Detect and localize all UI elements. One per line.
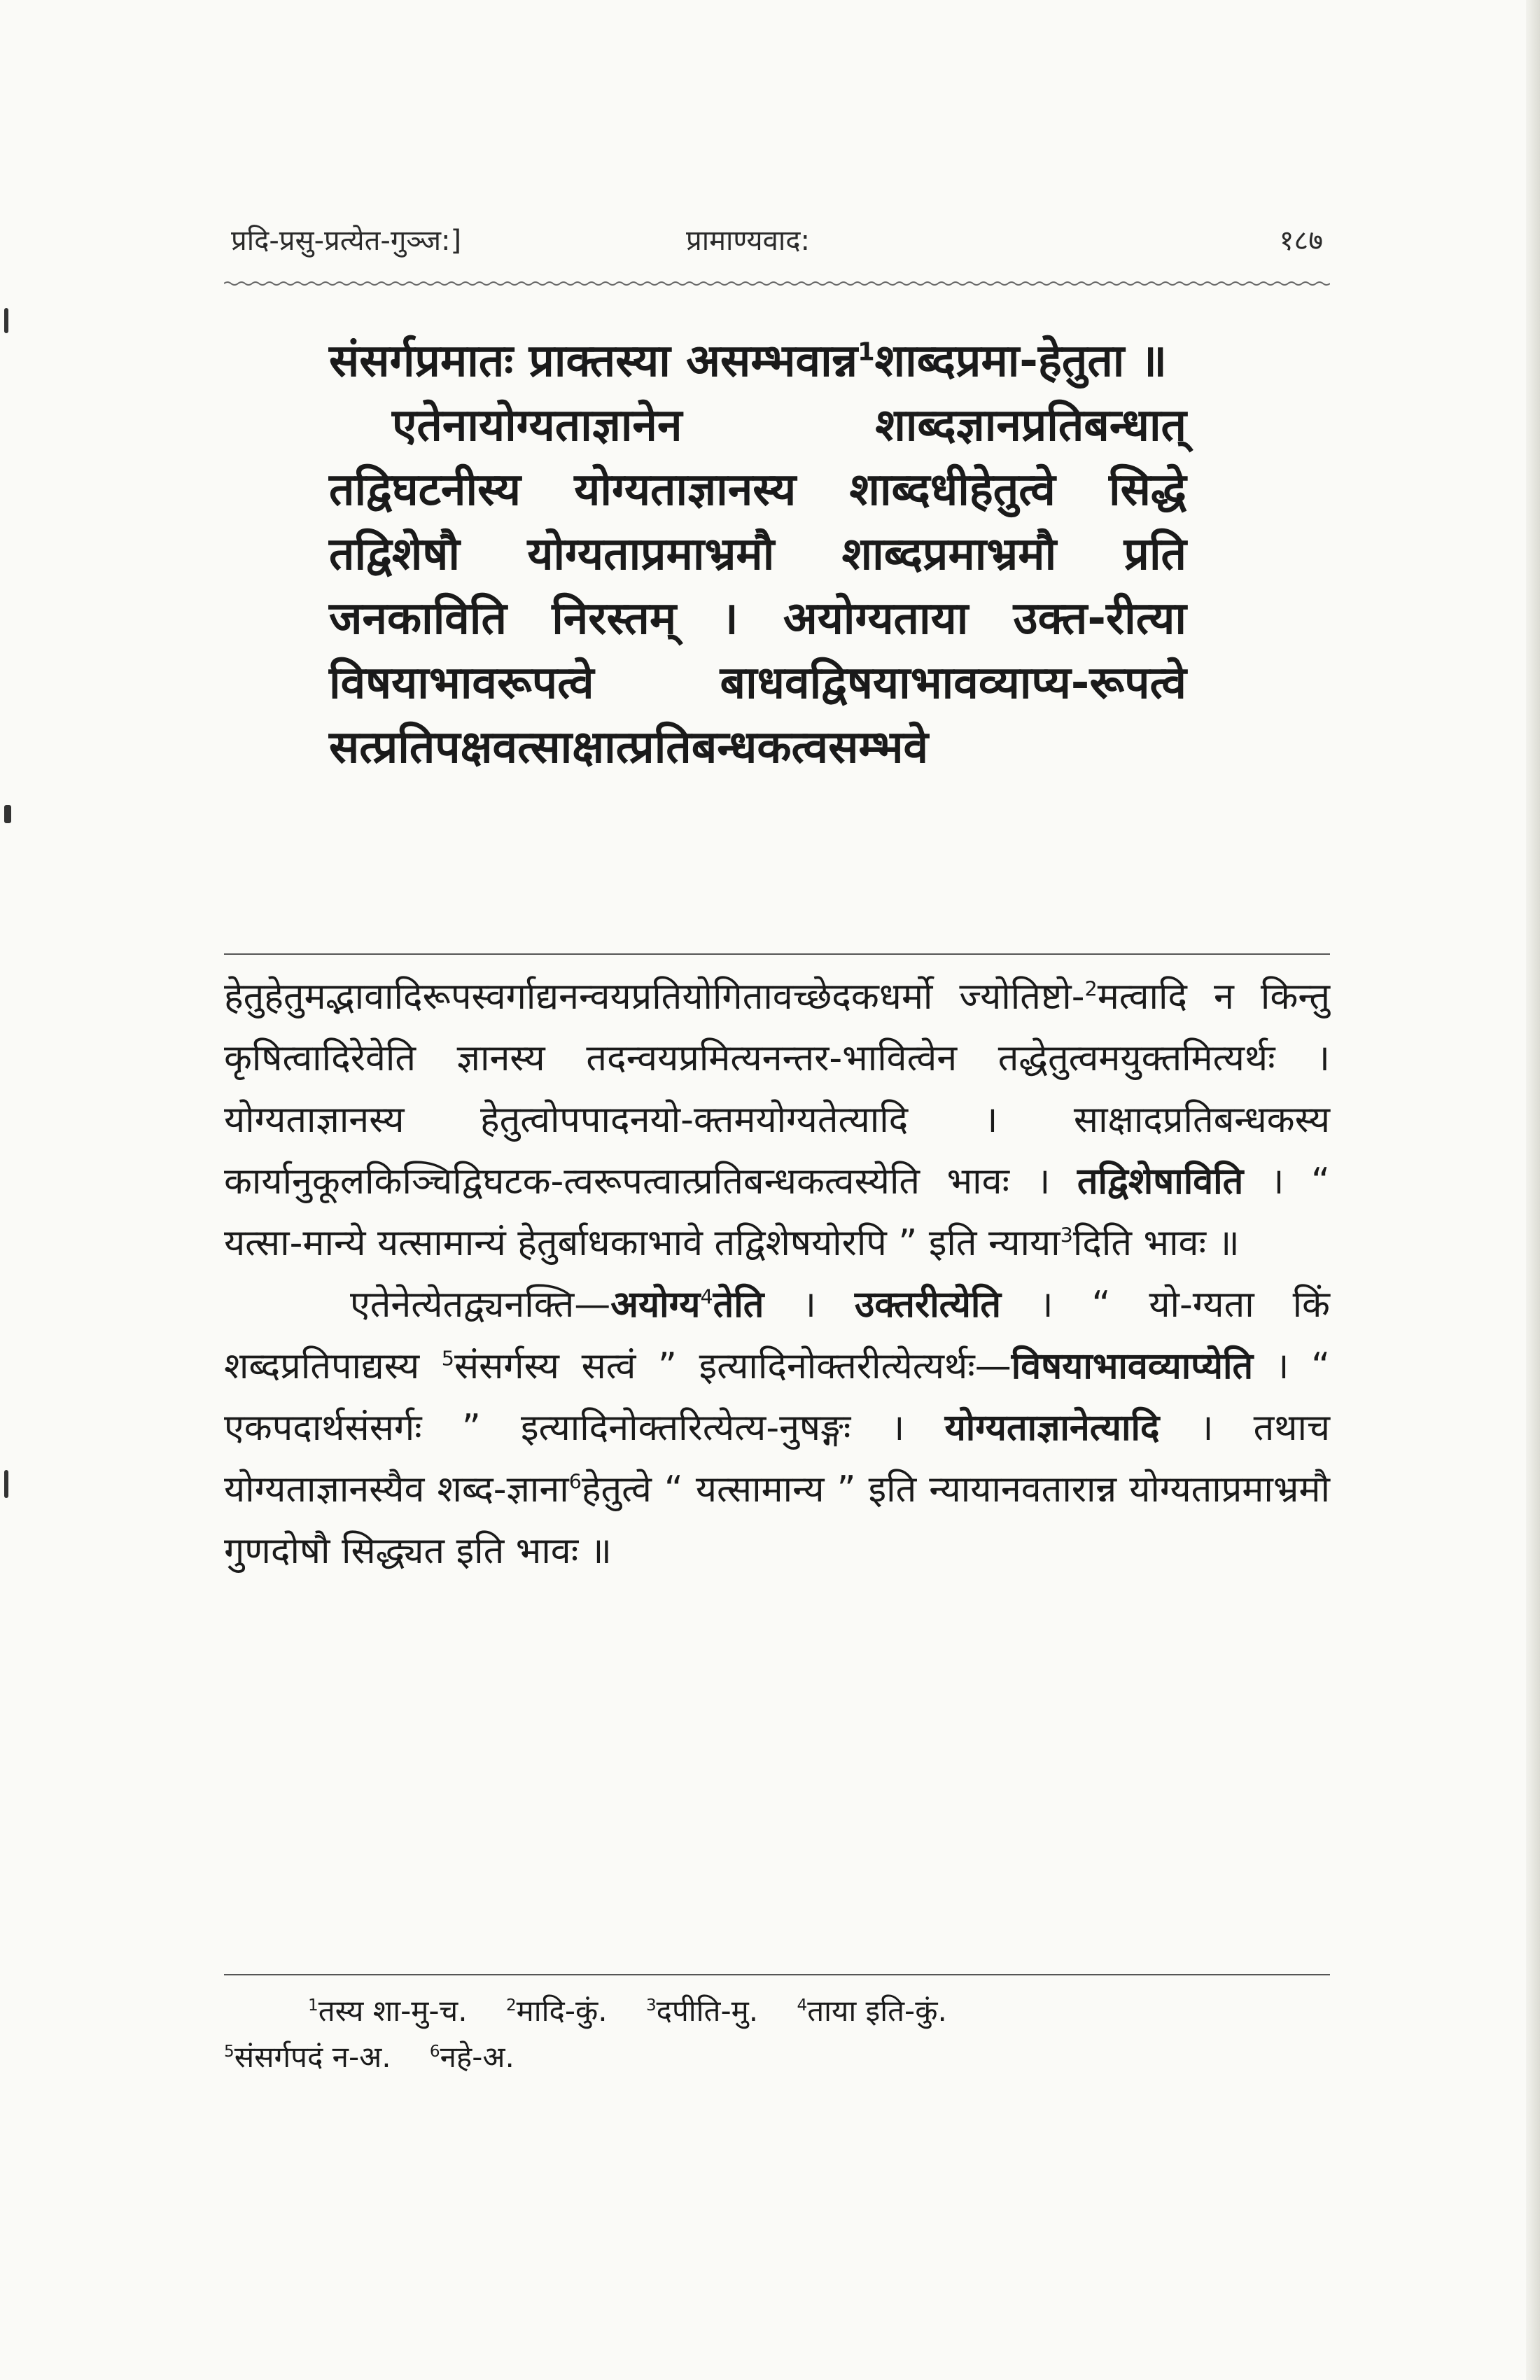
footnote: $^2$मादि-कुं. [505,1994,608,2028]
main-verse: संसर्गप्रमातः प्राक्तस्या असम्भवान्न$^1$शाब्दप्रमा-हेतुता ॥ [329,335,1167,387]
scan-mark [4,805,11,823]
scan-mark [4,1470,8,1498]
footnote: $^6$नहे-अ. [429,2040,514,2074]
main-text [329,329,1186,780]
footnote-divider [224,1974,1330,1975]
footnote-row [224,1988,1330,2034]
commentary-paragraph: हेतुहेतुमद्भावादिरूपस्वर्गाद्यनन्वयप्रतियोगितावच्छेदकधर्मो ज्योतिष्टो-$^2$मत्वादि न किन्तु कृषित्वादिरेवेति ज्ञानस्य तदन्वयप्रमित्यनन्तर-भावित्वेन तद्धेतुत्वमयुक्तमित्यर्थः । योग्यताज्ञानस्य हेतुत्वोपपादनयो-क्तमयोग्यतेत्यादि । साक्षादप्रतिबन्धकस्य कार्यानुकूलकिञ्चिद्विघटक-त्वरूपत्वात्प्रतिबन्धकत्वस्येति भावः । तद्विशेषाविति । “ यत्सा-मान्ये यत्सामान्यं हेतुर्बाधकाभावे तद्विशेषयोरपि ” इति न्याया$^3$दिति भावः ॥ [224,976,1330,1264]
header-wavy-rule [224,280,1330,287]
header-chapter-title: प्रामाण्यवाद: [686,225,810,257]
commentary-paragraph: एतेनेत्येतद्व्यनक्ति—अयोग्य$^4$तेति । उक्तरीत्येति । “ यो-ग्यता किं शब्दप्रतिपाद्यस्य $^5$संसर्गस्य सत्वं ” इत्यादिनोक्तरीत्येत्यर्थः—विषयाभावव्याप्येति । “ एकपदार्थसंसर्गः ” इत्यादिनोक्तरित्येत्य-नुषङ्गः । योग्यताज्ञानेत्यादि । तथाच योग्यताज्ञानस्यैव शब्द-ज्ञाना$^6$हेतुत्वे “ यत्सामान्य ” इति न्यायानवतारान्न योग्यताप्रमाभ्रमौ गुणदोषौ सिद्ध्यत इति भावः ॥ [224,1284,1331,1572]
page-edge [1526,0,1540,2380]
main-paragraph: एतेनायोग्यताज्ञानेन शाब्दज्ञानप्रतिबन्धात् तद्विघटनीस्य योग्यताज्ञानस्य शाब्दधीहेतुत्वे सिद्धे तद्विशेषौ योग्यताप्रमाभ्रमौ शाब्दप्रमाभ्रमौ प्रति जनकाविति निरस्तम् । अयोग्यताया उक्त-रीत्या विषयाभावरूपत्वे बाधवद्विषयाभावव्याप्य-रूपत्वे सत्प्रतिपक्षवत्साक्षात्प्रतिबन्धकत्वसम्भवे [329,400,1186,774]
footnote-row [224,2034,1330,2080]
commentary [224,966,1330,1582]
commentary-divider [224,953,1330,955]
page-number: १८७ [1279,225,1323,257]
footnote: $^5$संसर्गपदं न-अ. [224,2040,391,2074]
footnotes [224,1988,1330,2080]
header-section-title: प्रदि-प्रसु-प्रत्येत-गुञ्ज:] [231,225,462,257]
scan-mark [4,308,8,333]
footnote: $^3$दपीति-मु. [645,1994,759,2028]
footnote: $^1$तस्य शा-मु-च. [308,1994,468,2028]
footnote: $^4$ताया इति-कुं. [797,1994,947,2028]
running-header [224,210,1330,266]
